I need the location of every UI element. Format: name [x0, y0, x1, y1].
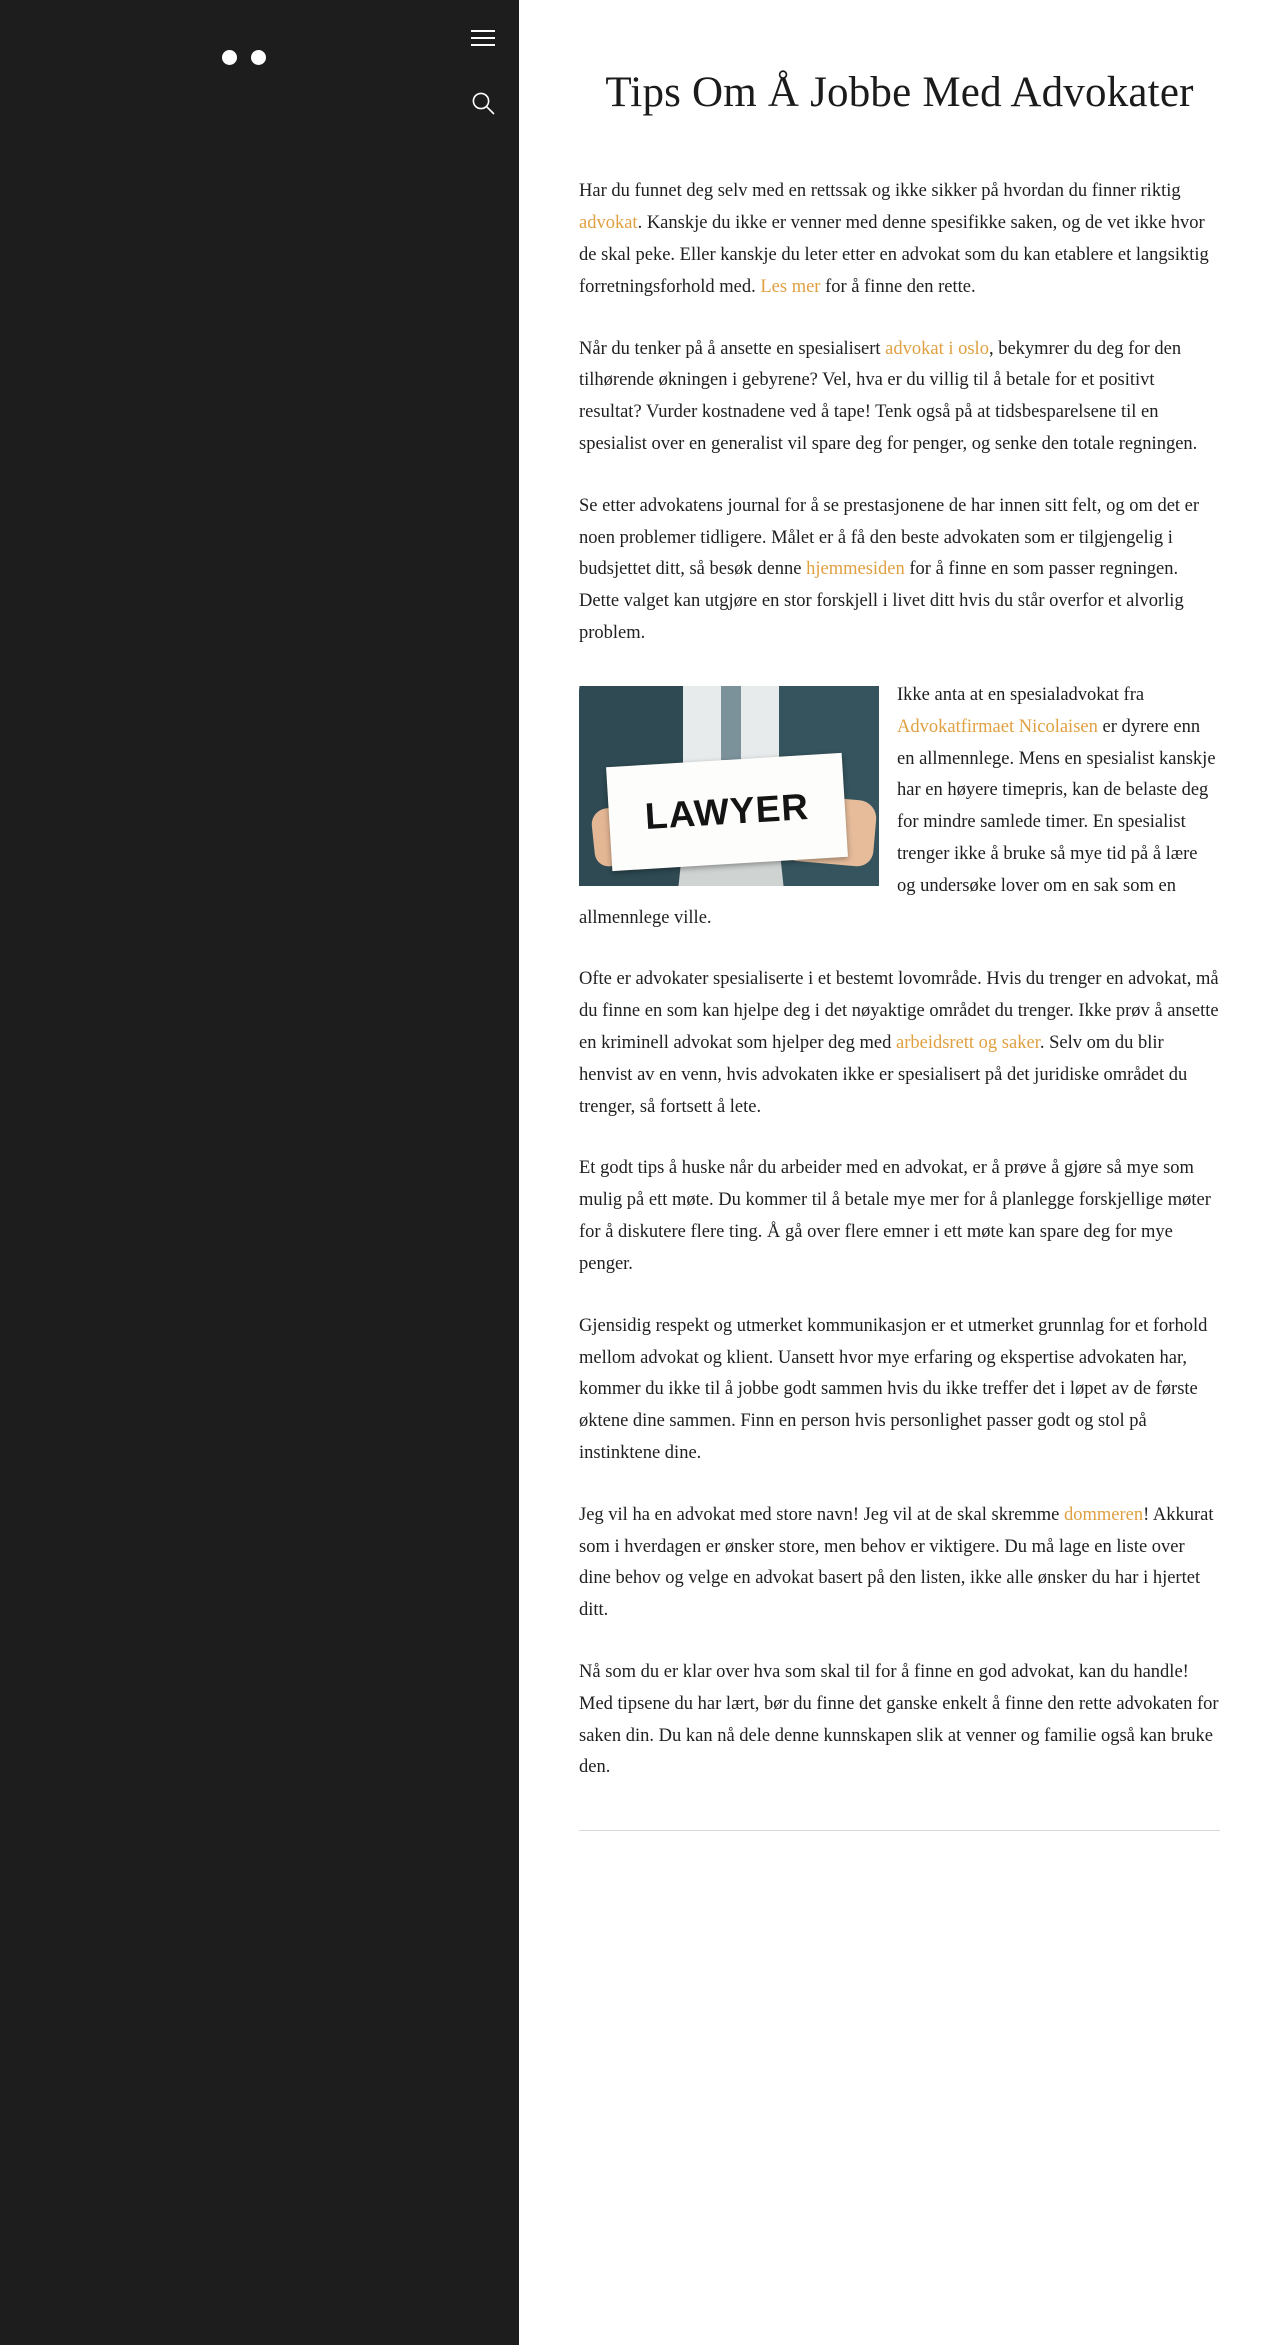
site-logo[interactable] [222, 50, 266, 65]
page-title: Tips Om Å Jobbe Med Advokater [605, 69, 1194, 116]
text-run: er dyrere enn en allmennlege. Mens en spesialist kanskje har en høyere timepris, kan de belaste deg for mindre samlede timer. En spesialist trenger ikke å bruke så mye tid på å lære og undersøke lover om en sak som en allmennlege ville. [579, 716, 1216, 928]
text-run: for å finne en som passer regningen. Dette valget kan utgjøre en stor forskjell i livet ditt hvis du står overfor et alvorlig problem. [579, 559, 1184, 644]
main-content [519, 0, 1280, 2345]
photo-sign-text: LAWYER [643, 786, 811, 838]
menu-icon[interactable] [468, 22, 498, 52]
content-divider [579, 1830, 1220, 1831]
logo-dot-1 [222, 50, 237, 65]
text-run: Se etter advokatens journal for å se prestasjonene de har innen sitt felt, og om det er noen problemer tidligere. Målet er å få den beste advokaten som er tilgjengelig i budsjettet ditt, så besøk denne [579, 495, 1200, 580]
paragraph-5 [579, 964, 1220, 1123]
text-run: , bekymrer du deg for den tilhørende økningen i gebyrene? Vel, hva er du villig til å betale for et positivt resultat? Vurder kostnadene ved å tape! Tenk også på at tidsbesparelsene til en spesialist over en generalist vil spare deg for penger, og senke den totale regningen. [579, 338, 1198, 455]
paragraph-7: Gjensidig respekt og utmerket kommunikasjon er et utmerket grunnlag for et forhold mellom advokat og klient. Uansett hvor mye erfaring og ekspertise advokaten har, kommer du ikke til å jobbe godt sammen hvis du ikke treffer det i løpet av de første øktene dine sammen. Finn en person hvis personlighet passer godt og stol på instinktene dine. [579, 1315, 1208, 1463]
paragraph-1 [579, 176, 1220, 303]
text-run: ! Akkurat som i hverdagen er ønsker store, men behov er viktigere. Du må lage en liste over dine behov og velge en advokat basert på den listen, ikke alle ønsker du har i hjertet ditt. [579, 1504, 1214, 1621]
menu-icon-bar-3 [471, 44, 495, 46]
article [579, 0, 1220, 1831]
text-run: Ikke anta at en spesialadvokat fra [897, 684, 1145, 705]
menu-icon-bar-1 [471, 30, 495, 32]
text-run: . Kanskje du ikke er venner med denne spesifikke saken, og de vet ikke hvor de skal peke. Eller kanskje du leter etter en advokat som du kan etablere et langsiktig forretningsforhold med. [579, 213, 1209, 297]
paragraph-9: Nå som du er klar over hva som skal til for å finne en god advokat, kan du handle! Med tipsene du har lært, bør du finne det ganske enkelt å finne den rette advokaten for saken din. Du kan nå dele denne kunnskapen slik at venner og familie også kan bruke den. [579, 1662, 1219, 1778]
text-run: Når du tenker på å ansette en spesialisert [579, 338, 886, 359]
link-les-mer[interactable]: Les mer [760, 276, 821, 297]
link-dommeren[interactable]: dommeren [1063, 1504, 1144, 1525]
link-advokat[interactable]: advokat [579, 213, 638, 234]
text-run: . Selv om du blir henvist av en venn, hvis advokaten ikke er spesialisert på det juridiske området du trenger, så fortsett å lete. [579, 1033, 1188, 1117]
logo-dot-2 [251, 50, 266, 65]
link-hjemmesiden[interactable]: hjemmesiden [806, 559, 905, 580]
text-run: Har du funnet deg selv med en rettssak og ikke sikker på hvordan du finner riktig [579, 181, 1181, 202]
photo-tie [721, 686, 741, 760]
search-icon[interactable] [470, 90, 496, 116]
text-run: Jeg vil ha en advokat med store navn! Jeg vil at de skal skremme [579, 1504, 1064, 1525]
paragraph-3 [579, 491, 1220, 650]
link-advokat-i-oslo[interactable]: advokat i oslo [885, 338, 989, 359]
text-run: Ofte er advokater spesialiserte i et bestemt lovområde. Hvis du trenger en advokat, må du finne en som kan hjelpe deg i det nøyaktige området du trenger. Ikke prøv å ansette en kriminell advokat som hjelper deg med [579, 969, 1219, 1054]
paragraph-2 [579, 334, 1220, 461]
paragraph-4 [579, 680, 1220, 935]
paragraph-8 [579, 1500, 1220, 1627]
link-advokatfirmaet-nicolaisen[interactable]: Advokatfirmaet Nicolaisen [897, 716, 1098, 737]
sidebar [0, 0, 519, 2345]
link-arbeidsrett-og-saker[interactable]: arbeidsrett og saker [895, 1033, 1040, 1054]
paragraph-6: Et godt tips å huske når du arbeider med en advokat, er å prøve å gjøre så mye som mulig på ett møte. Du kommer til å betale mye mer for å planlegge forskjellige møter for å diskutere flere ting. Å gå over flere emner i ett møte kan spare deg for mye penger. [579, 1158, 1211, 1274]
lawyer-sign-photo [579, 686, 879, 886]
photo-sign-card [606, 753, 848, 871]
menu-icon-bar-2 [471, 37, 495, 39]
text-run: for å finne den rette. [820, 276, 976, 297]
